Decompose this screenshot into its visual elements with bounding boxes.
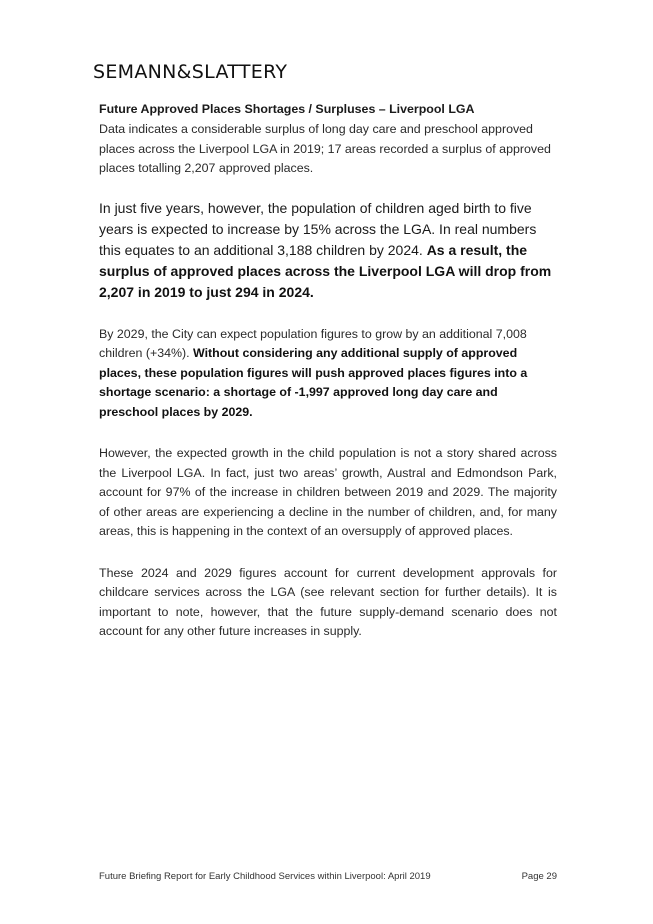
page-content: [99, 101, 557, 642]
development-approvals-paragraph: These 2024 and 2029 figures account for current development approvals for childcare services across the LGA (see relevant section for further details). It is important to note, however, that the future supply-demand scenario does not account for any other future increases in supply.: [99, 565, 557, 638]
footer-report-title: Future Briefing Report for Early Childhood Services within Liverpool: April 2019: [99, 871, 431, 882]
lead-paragraph: [99, 198, 557, 303]
intro-paragraph: Data indicates a considerable surplus of long day care and preschool approved places across the Liverpool LGA in 2019; 17 areas recorded a surplus of approved places totalling 2,207 approved places.: [99, 122, 551, 175]
forecast-2029-paragraph: [99, 325, 557, 423]
forecast-2029-emphasis: Without considering any additional supply of approved places, these population figures will push approved places figures into a shortage scenario: a shortage of -1,997 approved long day care and preschool places by 2029.: [99, 346, 528, 419]
lead-text: In just five years, however, the population of children aged birth to five years is expected to increase by 15% across the LGA. In real numbers this equates to an additional 3,188 children by 2024.: [99, 199, 537, 258]
forecast-2029-text: By 2029, the City can expect population figures to grow by an additional 7,008 children (+34%).: [99, 326, 527, 360]
growth-distribution-paragraph: However, the expected growth in the child population is not a story shared across the Liverpool LGA. In fact, just two areas’ growth, Austral and Edmondson Park, account for 97% of the increase in children between 2019 and 2029. The majority of other areas are experiencing a decline in the number of children, and, for many areas, this is happening in the context of an oversupply of approved places.: [99, 446, 557, 538]
company-logo: SEMANN&SLATTERY: [93, 61, 288, 83]
section-title: Future Approved Places Shortages / Surpluses – Liverpool LGA: [99, 102, 475, 116]
lead-emphasis: As a result, the surplus of approved places across the Liverpool LGA will drop from 2,207 in 2019 to just 294 in 2024.: [99, 241, 552, 300]
page-number: Page 29: [521, 871, 557, 882]
